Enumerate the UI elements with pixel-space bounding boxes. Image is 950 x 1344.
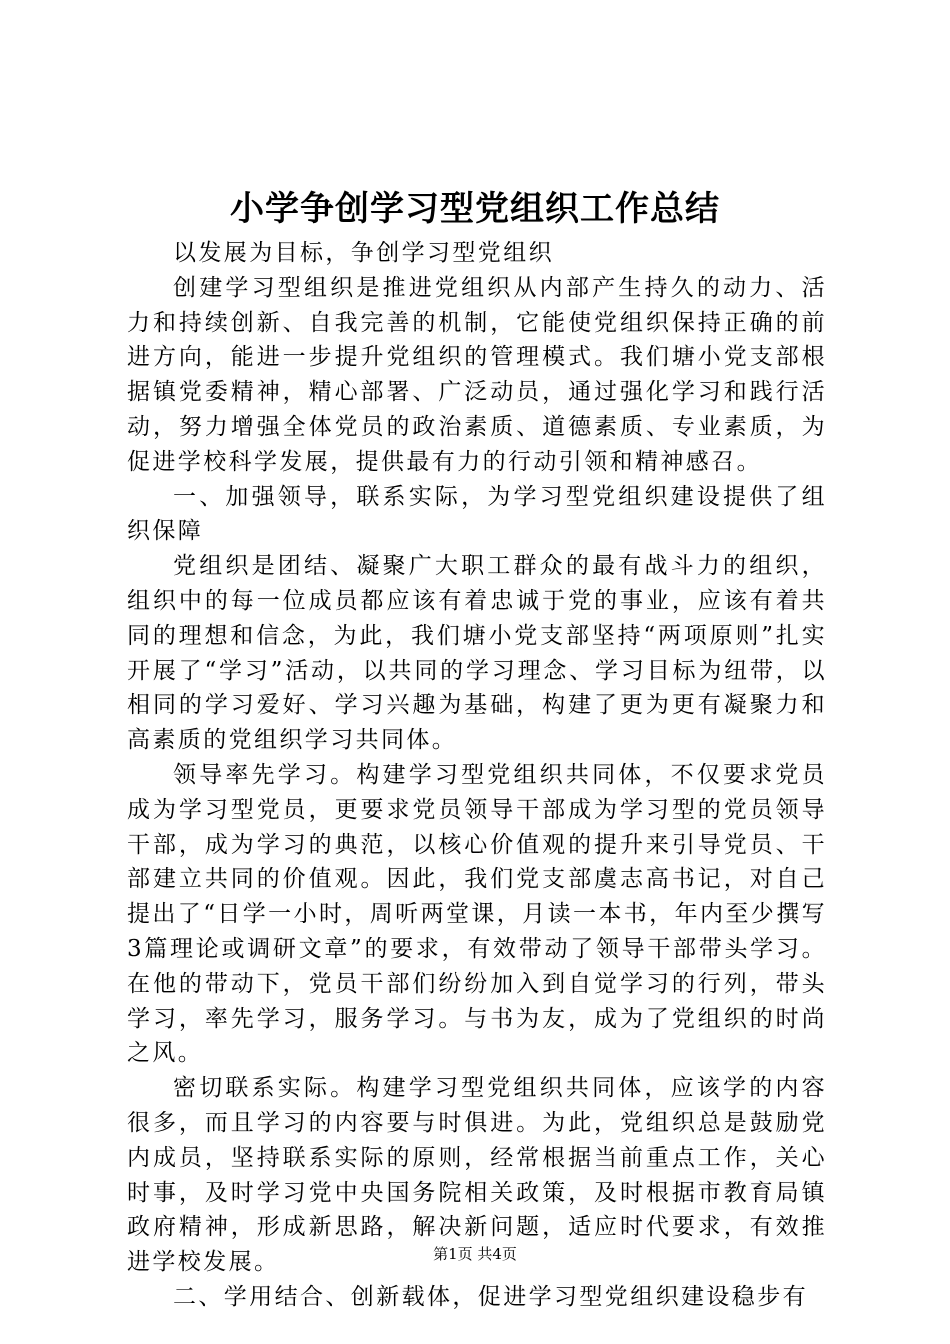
document-title: 小学争创学习型党组织工作总结: [230, 189, 720, 229]
paragraph-intro: 创建学习型组织是推进党组织从内部产生持久的动力、活力和持续创新、自我完善的机制，它能使党组织保持正确的前进方向，能进一步提升党组织的管理模式。我们塘小党支部根据镇党委精神，精心部署、广泛动员，通过强化学习和践行活动，努力增强全体党员的政治素质、道德素质、专业素质，为促进学校科学发展，提供最有力的行动引领和精神感召。: [127, 274, 827, 475]
paragraph-section-1: 党组织是团结、凝聚广大职工群众的最有战斗力的组织，组织中的每一位成员都应该有着忠诚于党的事业，应该有着共同的理想和信念，为此，我们塘小党支部坚持“两项原则”扎实开展了“学习”活动，以共同的学习理念、学习目标为纽带，以相同的学习爱好、学习兴趣为基础，构建了更为更有凝聚力和高素质的党组织学习共同体。: [127, 553, 827, 754]
paragraph-leadership: 领导率先学习。构建学习型党组织共同体，不仅要求党员成为学习型党员，更要求党员领导干部成为学习型的党员领导干部，成为学习的典范，以核心价值观的提升来引导党员、干部建立共同的价值观。因此，我们党支部虞志高书记，对自己提出了“日学一小时，周听两堂课，月读一本书，年内至少撰写3篇理论或调研文章”的要求，有效带动了领导干部带头学习。在他的带动下，党员干部们纷纷加入到自觉学习的行列，带头学习，率先学习，服务学习。与书为友，成为了党组织的时尚之风。: [127, 761, 827, 1067]
paragraph-subtitle: 以发展为目标，争创学习型党组织: [173, 240, 554, 266]
document-body: [127, 236, 827, 1315]
page-footer: 第1页 共4页: [433, 1245, 517, 1263]
paragraph-practice: 密切联系实际。构建学习型党组织共同体，应该学的内容很多，而且学习的内容要与时俱进。为此，党组织总是鼓励党内成员，坚持联系实际的原则，经常根据当前重点工作，关心时事，及时学习党中央国务院相关政策，及时根据市教育局镇政府精神，形成新思路，解决新问题，适应时代要求，有效推进学校发展。: [127, 1075, 827, 1276]
section-heading-2: 二、学用结合、创新载体，促进学习型党组织建设稳步有: [173, 1283, 808, 1310]
section-heading-1: 一、加强领导，联系实际，为学习型党组织建设提供了组织保障: [127, 483, 827, 545]
